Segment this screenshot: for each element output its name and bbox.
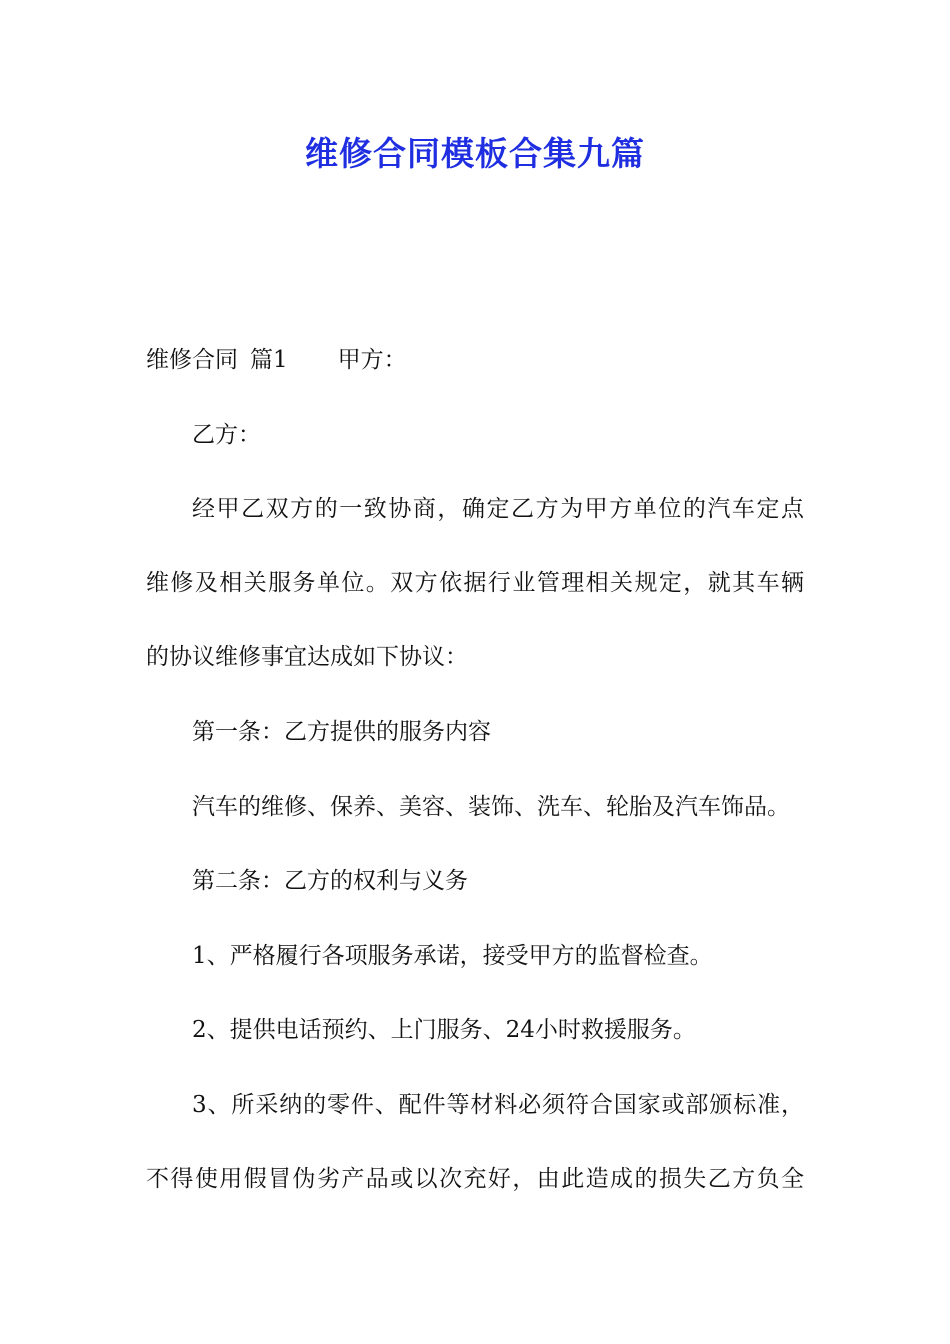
article-2-title: 第二条：乙方的权利与义务 (192, 868, 468, 894)
intro-line-1: 经甲乙双方的一致协商，确定乙方为甲方单位的汽车定点 (192, 496, 804, 522)
list-item: 3、所采纳的零件、配件等材料必须符合国家或部颁标准， (192, 1092, 804, 1118)
article-1-title: 第一条：乙方提供的服务内容 (192, 719, 491, 745)
party-a-label: 甲方： (337, 347, 407, 373)
list-item: 2、提供电话预约、上门服务、24小时救援服务。 (192, 1017, 696, 1043)
intro-line-3: 的协议维修事宜达成如下协议： (146, 644, 468, 670)
section-number: 篇1 (250, 347, 288, 373)
section-heading (146, 345, 407, 375)
document-title: 维修合同模板合集九篇 (305, 134, 645, 173)
list-item-continuation: 不得使用假冒伪劣产品或以次充好，由此造成的损失乙方负全 (146, 1166, 804, 1192)
party-b-label: 乙方： (192, 422, 261, 448)
intro-line-2: 维修及相关服务单位。双方依据行业管理相关规定，就其车辆 (146, 570, 804, 596)
section-name: 维修合同 (146, 347, 238, 373)
article-1-body: 汽车的维修、保养、美容、装饰、洗车、轮胎及汽车饰品。 (192, 794, 790, 820)
list-item: 1、严格履行各项服务承诺，接受甲方的监督检查。 (192, 943, 713, 969)
